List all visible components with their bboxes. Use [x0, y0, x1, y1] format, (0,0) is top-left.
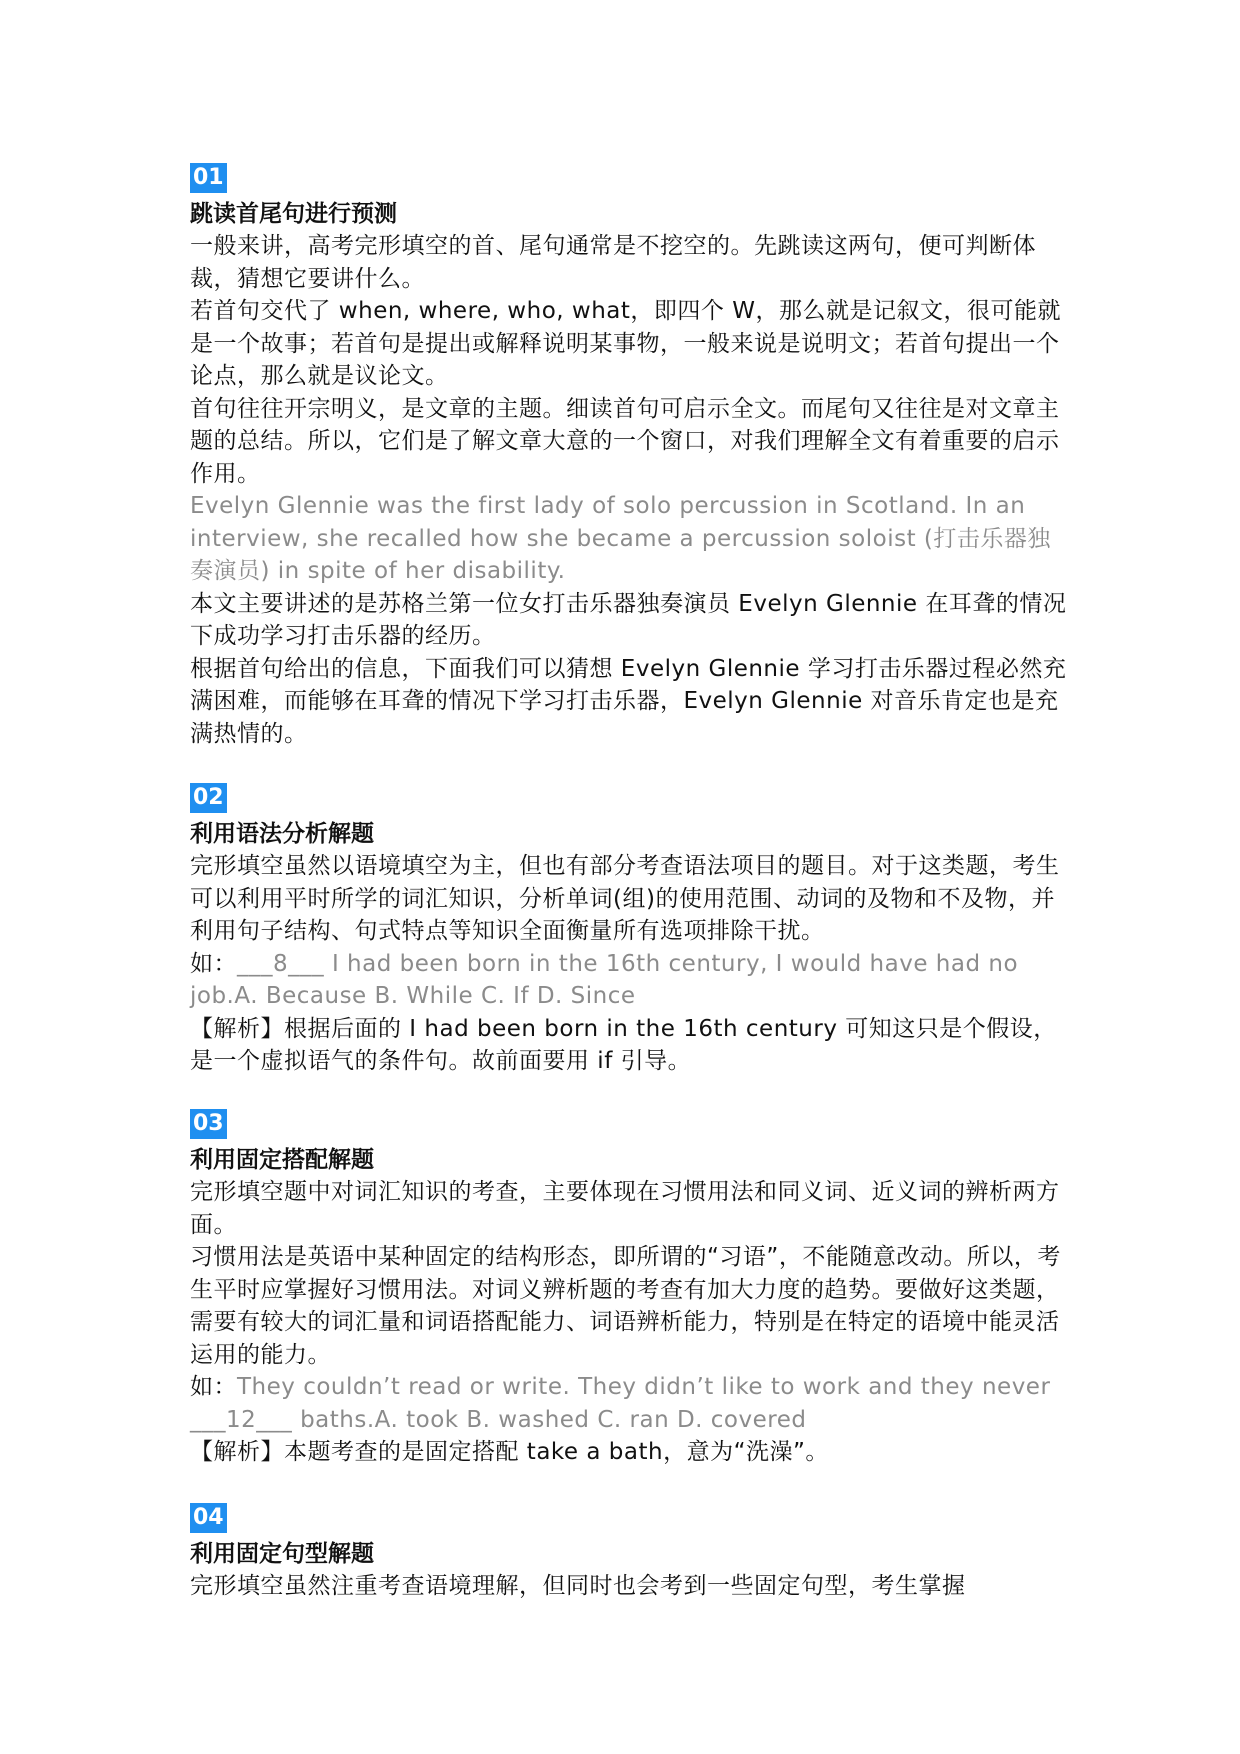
analysis: 【解析】本题考查的是固定搭配 take a bath，意为“洗澡”。 — [190, 1439, 829, 1465]
paragraph: 本文主要讲述的是苏格兰第一位女打击乐器独奏演员 Evelyn Glennie 在耳聋的情况下成功学习打击乐器的经历。 — [190, 590, 1067, 649]
section-number-badge: 03 — [190, 1109, 227, 1139]
paragraph: 根据首句给出的信息，下面我们可以猜想 Evelyn Glennie 学习打击乐器过程必然充满困难，而能够在耳聋的情况下学习打击乐器，Evelyn Glennie 对音乐肯定也是充满热情的。 — [190, 655, 1067, 747]
paragraph: 首句往往开宗明义，是文章的主题。细读首句可启示全文。而尾句又往往是对文章主题的总结。所以，它们是了解文章大意的一个窗口，对我们理解全文有着重要的启示作用。 — [190, 395, 1060, 487]
example-question — [190, 1371, 1070, 1436]
section-04 — [190, 1503, 1070, 1603]
paragraph: 完形填空虽然以语境填空为主，但也有部分考查语法项目的题目。对于这类题，考生可以利用平时所学的词汇知识，分析单词(组)的使用范围、动词的及物和不及物，并利用句子结构、句式特点等知识全面衡量所有选项排除干扰。 — [190, 853, 1060, 944]
section-02 — [190, 783, 1070, 1078]
section-title: 利用固定搭配解题 — [190, 1147, 374, 1173]
example-question — [190, 948, 1070, 1013]
paragraph: 习惯用法是英语中某种固定的结构形态，即所谓的“习语”，不能随意改动。所以，考生平时应掌握好习惯用法。对词义辨析题的考查有加大力度的趋势。要做好这类题，需要有较大的词汇量和词语搭配能力、词语辨析能力，特别是在特定的语境中能灵活运用的能力。 — [190, 1244, 1061, 1368]
paragraph: 完形填空题中对词汇知识的考查，主要体现在习惯用法和同义词、近义词的辨析两方面。 — [190, 1179, 1060, 1238]
paragraph: 一般来讲，高考完形填空的首、尾句通常是不挖空的。先跳读这两句，便可判断体裁，猜想它要讲什么。 — [190, 233, 1036, 292]
section-number-badge: 02 — [190, 783, 227, 813]
section-number-badge: 04 — [190, 1503, 227, 1533]
section-title: 利用语法分析解题 — [190, 821, 374, 847]
example-prefix: 如： — [190, 950, 237, 977]
example-passage: Evelyn Glennie was the first lady of solo percussion in Scotland. In an interview, she recalled how she became a percussion soloist (打击乐器独奏演员) in spite of her disability. — [190, 493, 1051, 584]
section-01 — [190, 163, 1070, 750]
paragraph: 完形填空虽然注重考查语境理解，但同时也会考到一些固定句型，考生掌握 — [190, 1573, 966, 1599]
example-text: ___8___ I had been born in the 16th century, I would have had no job.A. Because B. While C. If D. Since — [190, 950, 1019, 1009]
paragraph: 若首句交代了 when, where, who, what，即四个 W，那么就是记叙文，很可能就是一个故事；若首句是提出或解释说明某事物，一般来说是说明文；若首句提出一个论点，那么就是议论文。 — [190, 298, 1061, 389]
section-title: 利用固定句型解题 — [190, 1541, 374, 1567]
example-text: They couldn’t read or write. They didn’t like to work and they never ___12___ baths.A. took B. washed C. ran D. covered — [190, 1374, 1051, 1433]
analysis: 【解析】根据后面的 I had been born in the 16th century 可知这只是个假设，是一个虚拟语气的条件句。故前面要用 if 引导。 — [190, 1015, 1057, 1074]
section-number-badge: 01 — [190, 163, 227, 193]
section-title: 跳读首尾句进行预测 — [190, 201, 397, 227]
example-prefix: 如： — [190, 1374, 237, 1400]
section-03 — [190, 1109, 1070, 1469]
